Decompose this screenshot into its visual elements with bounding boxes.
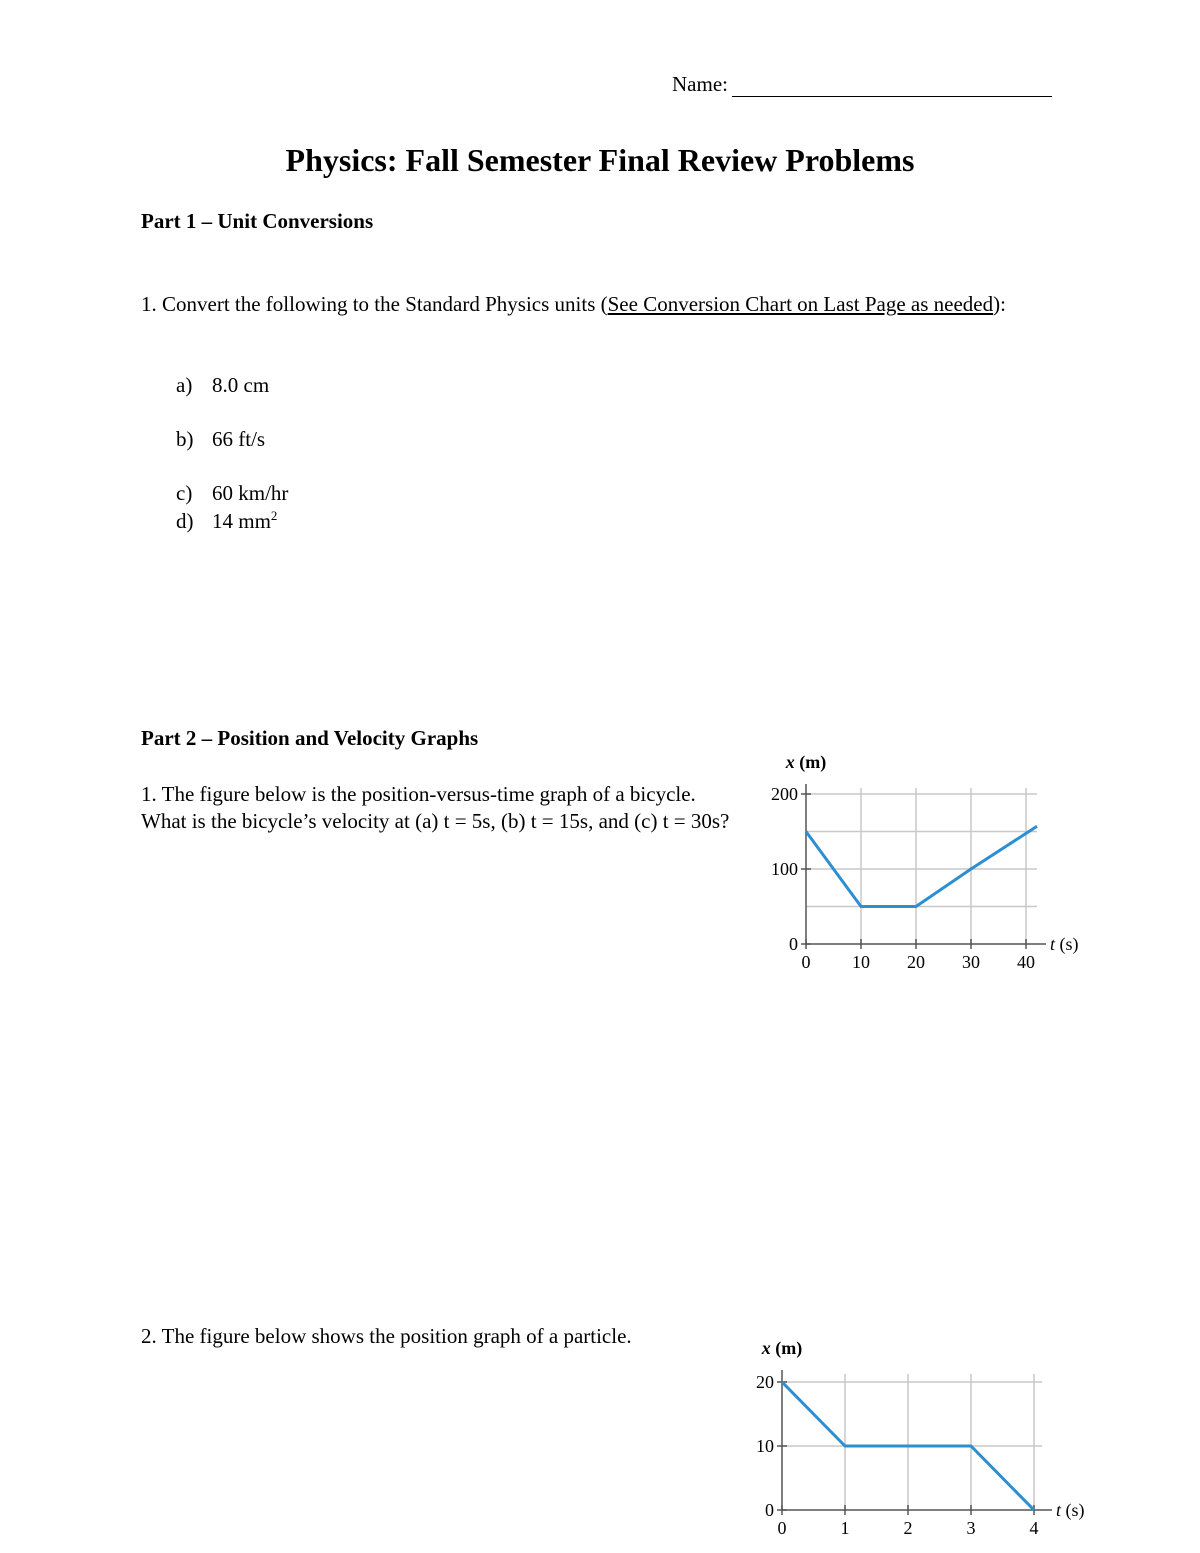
x-axis-variable: t [1056, 1500, 1066, 1520]
particle-position-chart [730, 1330, 1110, 1553]
q1-suffix: ): [993, 292, 1006, 316]
y-tick-label: 100 [771, 859, 798, 879]
item-label: b) [176, 427, 194, 451]
x-axis-unit: (s) [1065, 1500, 1085, 1520]
list-item [176, 427, 265, 452]
x-tick-label: 20 [907, 952, 925, 972]
y-tick-label: 10 [756, 1436, 774, 1456]
y-tick-label: 0 [765, 1500, 774, 1520]
y-axis-label [785, 752, 826, 773]
x-axis-label [1056, 1500, 1085, 1521]
q1-prefix: 1. Convert the following to the Standard Physics units ( [141, 292, 608, 316]
part1-question-1 [141, 291, 1041, 318]
x-tick-label: 4 [1029, 1518, 1039, 1538]
x-tick-label: 3 [966, 1518, 976, 1538]
y-tick-label: 20 [756, 1372, 774, 1392]
y-axis-unit: (m) [799, 752, 827, 772]
part2-question-1: 1. The figure below is the position-versus-time graph of a bicycle. What is the bicycle’s velocity at (a) t = 5s, (b) t = 15s, and (c) t = 30s? [141, 782, 730, 833]
x-tick-label: 40 [1017, 952, 1035, 972]
item-label: a) [176, 373, 193, 397]
name-field[interactable] [672, 72, 1052, 97]
y-tick-label: 200 [771, 784, 798, 804]
x-axis-label [1050, 934, 1079, 955]
page-title: Physics: Fall Semester Final Review Problems [285, 142, 915, 178]
bicycle-position-chart [740, 748, 1100, 983]
y-axis-unit: (m) [775, 1338, 803, 1358]
item-text: 8.0 cm [212, 373, 270, 397]
x-tick-label: 2 [903, 1518, 913, 1538]
item-superscript: 2 [270, 508, 278, 523]
item-label: d) [176, 509, 194, 533]
x-tick-label: 30 [962, 952, 980, 972]
y-axis-variable: x [761, 1338, 776, 1358]
x-tick-label: 0 [777, 1518, 787, 1538]
part2-heading: Part 2 – Position and Velocity Graphs [141, 726, 479, 750]
part2-question-2: 2. The figure below shows the position graph of a particle. [141, 1324, 632, 1348]
x-tick-label: 1 [840, 1518, 850, 1538]
item-label: c) [176, 481, 193, 505]
list-item [176, 481, 288, 506]
y-axis-variable: x [785, 752, 800, 772]
part1-heading: Part 1 – Unit Conversions [141, 209, 374, 233]
y-axis-label [761, 1338, 802, 1359]
y-tick-label: 0 [789, 934, 798, 954]
list-item [176, 508, 277, 534]
series-line [806, 826, 1037, 906]
item-text: 66 ft/s [212, 427, 266, 451]
name-blank-line[interactable] [732, 76, 1052, 97]
name-label: Name: [672, 72, 728, 96]
list-item [176, 373, 269, 398]
x-tick-label: 10 [852, 952, 870, 972]
item-text: 14 mm [212, 509, 271, 533]
item-text: 60 km/hr [212, 481, 289, 505]
x-tick-label: 0 [801, 952, 811, 972]
x-axis-variable: t [1050, 934, 1060, 954]
conversion-chart-reference: See Conversion Chart on Last Page as needed [607, 292, 994, 316]
x-axis-unit: (s) [1059, 934, 1079, 954]
